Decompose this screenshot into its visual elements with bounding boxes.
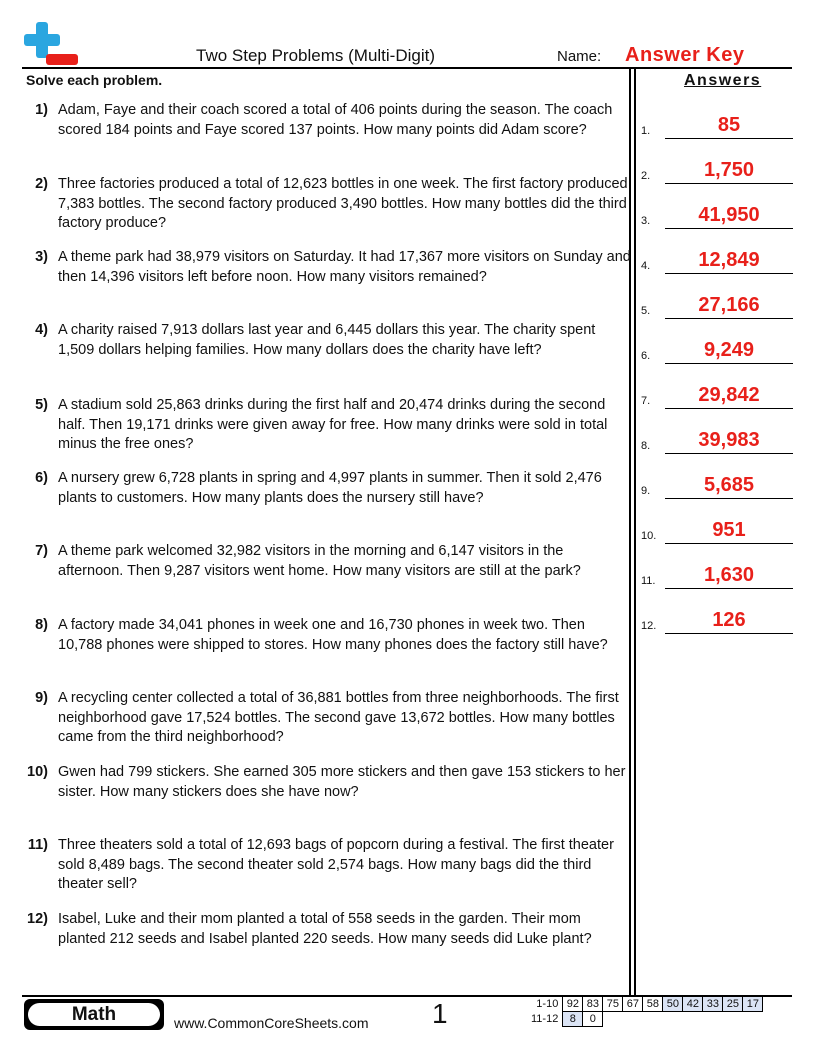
- problem-item: [22, 321, 632, 360]
- answer-row: [641, 469, 793, 499]
- answer-value: 1,750: [703, 159, 755, 181]
- answer-value: 1,630: [703, 564, 755, 586]
- problem-item: [22, 469, 632, 508]
- problem-item: [22, 763, 632, 802]
- subject-label: Math: [28, 1003, 160, 1026]
- answer-number: 4.: [641, 260, 651, 272]
- problem-text: Isabel, Luke and their mom planted a total of 558 seeds in the garden. Their mom planted 212 seeds and Isabel planted 220 seeds. How many seeds did Luke plant?: [58, 911, 592, 947]
- problem-text: Three theaters sold a total of 12,693 bags of popcorn during a festival. The first theater sold 8,489 bags. The second theater sold 2,574 bags. How many bags did the third theater sell?: [58, 837, 614, 892]
- answer-row: [641, 244, 793, 274]
- answer-number: 12.: [641, 620, 657, 632]
- answer-row: [641, 424, 793, 454]
- problem-number: 9): [35, 690, 48, 706]
- problem-item: [22, 175, 632, 234]
- answer-row: [641, 604, 793, 634]
- score-row: [529, 1012, 763, 1027]
- problem-number: 8): [35, 617, 48, 633]
- score-row: [529, 997, 763, 1012]
- score-cell: 83: [583, 997, 603, 1012]
- answer-line: [665, 273, 793, 274]
- problem-item: [22, 836, 632, 895]
- answer-number: 10.: [641, 530, 657, 542]
- problem-number: 6): [35, 470, 48, 486]
- answer-row: [641, 154, 793, 184]
- score-cell: 17: [743, 997, 763, 1012]
- answer-line: [665, 588, 793, 589]
- answer-line: [665, 453, 793, 454]
- problem-item: [22, 248, 632, 287]
- problem-number: 10): [27, 764, 48, 780]
- problem-text: Three factories produced a total of 12,623 bottles in one week. The first factory produced 7,383 bottles. The second factory produced 3,490 bottles. How many bottles did the third factory produce?: [58, 176, 628, 231]
- score-cell: 67: [623, 997, 643, 1012]
- answer-row: [641, 559, 793, 589]
- problem-text: A theme park had 38,979 visitors on Saturday. It had 17,367 more visitors on Sunday and then 14,396 visitors left before noon. How many visitors remained?: [58, 249, 631, 285]
- problem-text: A stadium sold 25,863 drinks during the first half and 20,474 drinks during the second half. Then 19,171 drinks were given away for free. How many drinks were sold in total minus the free ones?: [58, 397, 608, 452]
- answer-number: 11.: [641, 575, 656, 587]
- answer-line: [665, 138, 793, 139]
- problem-number: 2): [35, 176, 48, 192]
- answer-value: 12,849: [698, 249, 760, 271]
- problem-number: 3): [35, 249, 48, 265]
- answer-line: [665, 363, 793, 364]
- answer-number: 3.: [641, 215, 651, 227]
- answer-number: 8.: [641, 440, 651, 452]
- answer-line: [665, 498, 793, 499]
- answer-row: [641, 514, 793, 544]
- answer-value: 126: [712, 609, 746, 631]
- answer-value: 5,685: [703, 474, 755, 496]
- problem-text: Adam, Faye and their coach scored a total of 406 points during the season. The coach scored 184 points and Faye scored 137 points. How many points did Adam score?: [58, 102, 613, 138]
- problem-number: 5): [35, 397, 48, 413]
- problem-number: 7): [35, 543, 48, 559]
- column-divider: [634, 69, 636, 996]
- problem-item: [22, 689, 632, 748]
- score-cell: 25: [723, 997, 743, 1012]
- answer-number: 1.: [641, 125, 651, 137]
- answer-number: 5.: [641, 305, 651, 317]
- answer-value: 41,950: [698, 204, 760, 226]
- worksheet-title: Two Step Problems (Multi-Digit): [196, 46, 436, 65]
- answer-line: [665, 543, 793, 544]
- header-divider: [22, 67, 792, 69]
- score-cell: 42: [683, 997, 703, 1012]
- answer-row: [641, 199, 793, 229]
- score-cell: 58: [643, 997, 663, 1012]
- instructions: Solve each problem.: [26, 72, 163, 88]
- page-number: 1: [432, 998, 448, 1029]
- answer-row: [641, 379, 793, 409]
- answer-line: [665, 408, 793, 409]
- answer-row: [641, 334, 793, 364]
- problem-item: [22, 396, 632, 455]
- score-cell: 50: [663, 997, 683, 1012]
- answer-value: 27,166: [698, 294, 760, 316]
- answer-key-label: Answer Key: [625, 44, 745, 66]
- plus-minus-icon: [24, 22, 80, 68]
- answer-value: 39,983: [698, 429, 760, 451]
- answer-value: 85: [717, 114, 741, 136]
- answer-value: 9,249: [703, 339, 755, 361]
- problem-number: 4): [35, 322, 48, 338]
- problem-number: 12): [27, 911, 48, 927]
- subject-badge: [24, 999, 164, 1030]
- problem-text: A nursery grew 6,728 plants in spring and 4,997 plants in summer. Then it sold 2,476 plants to customers. How many plants does the nursery still have?: [58, 470, 602, 506]
- answers-heading: Answers: [684, 72, 762, 89]
- answer-line: [665, 183, 793, 184]
- score-cell: 8: [563, 1012, 583, 1027]
- score-cell: 33: [703, 997, 723, 1012]
- answer-line: [665, 318, 793, 319]
- problem-text: A factory made 34,041 phones in week one and 16,730 phones in week two. Then 10,788 phones were shipped to stores. How many phones does the factory still have?: [58, 617, 608, 653]
- problem-number: 1): [35, 102, 48, 118]
- website-link[interactable]: www.CommonCoreSheets.com: [174, 1015, 369, 1031]
- score-row-label: 11-12: [531, 1013, 559, 1025]
- answer-number: 9.: [641, 485, 651, 497]
- score-cell: 0: [583, 1012, 603, 1027]
- answer-line: [665, 228, 793, 229]
- score-cell: 75: [603, 997, 623, 1012]
- problem-text: A theme park welcomed 32,982 visitors in the morning and 6,147 visitors in the afternoon. Then 9,287 visitors went home. How many visitors are still at the park?: [58, 543, 581, 579]
- answer-line: [665, 633, 793, 634]
- answer-value: 951: [712, 519, 746, 541]
- problem-text: A charity raised 7,913 dollars last year and 6,445 dollars this year. The charity spent 1,509 dollars helping families. How many dollars does the charity have left?: [58, 322, 596, 358]
- name-label: Name:: [557, 48, 602, 65]
- problem-item: [22, 101, 632, 140]
- score-row-label: 1-10: [536, 998, 559, 1010]
- problem-text: A recycling center collected a total of 36,881 bottles from three neighborhoods. The first neighborhood gave 17,524 bottles. The second gave 13,672 bottles. How many bottles came from the third neighborhood?: [58, 690, 619, 745]
- answer-value: 29,842: [698, 384, 760, 406]
- problem-item: [22, 616, 632, 655]
- answer-number: 2.: [641, 170, 651, 182]
- problem-item: [22, 910, 632, 949]
- problem-number: 11): [27, 837, 48, 853]
- answer-number: 7.: [641, 395, 651, 407]
- answer-row: [641, 109, 793, 139]
- problem-item: [22, 542, 632, 581]
- problem-text: Gwen had 799 stickers. She earned 305 more stickers and then gave 153 stickers to her sister. How many stickers does she have now?: [58, 764, 626, 800]
- score-cell: 92: [563, 997, 583, 1012]
- answer-row: [641, 289, 793, 319]
- answer-number: 6.: [641, 350, 651, 362]
- score-table: [529, 996, 763, 1027]
